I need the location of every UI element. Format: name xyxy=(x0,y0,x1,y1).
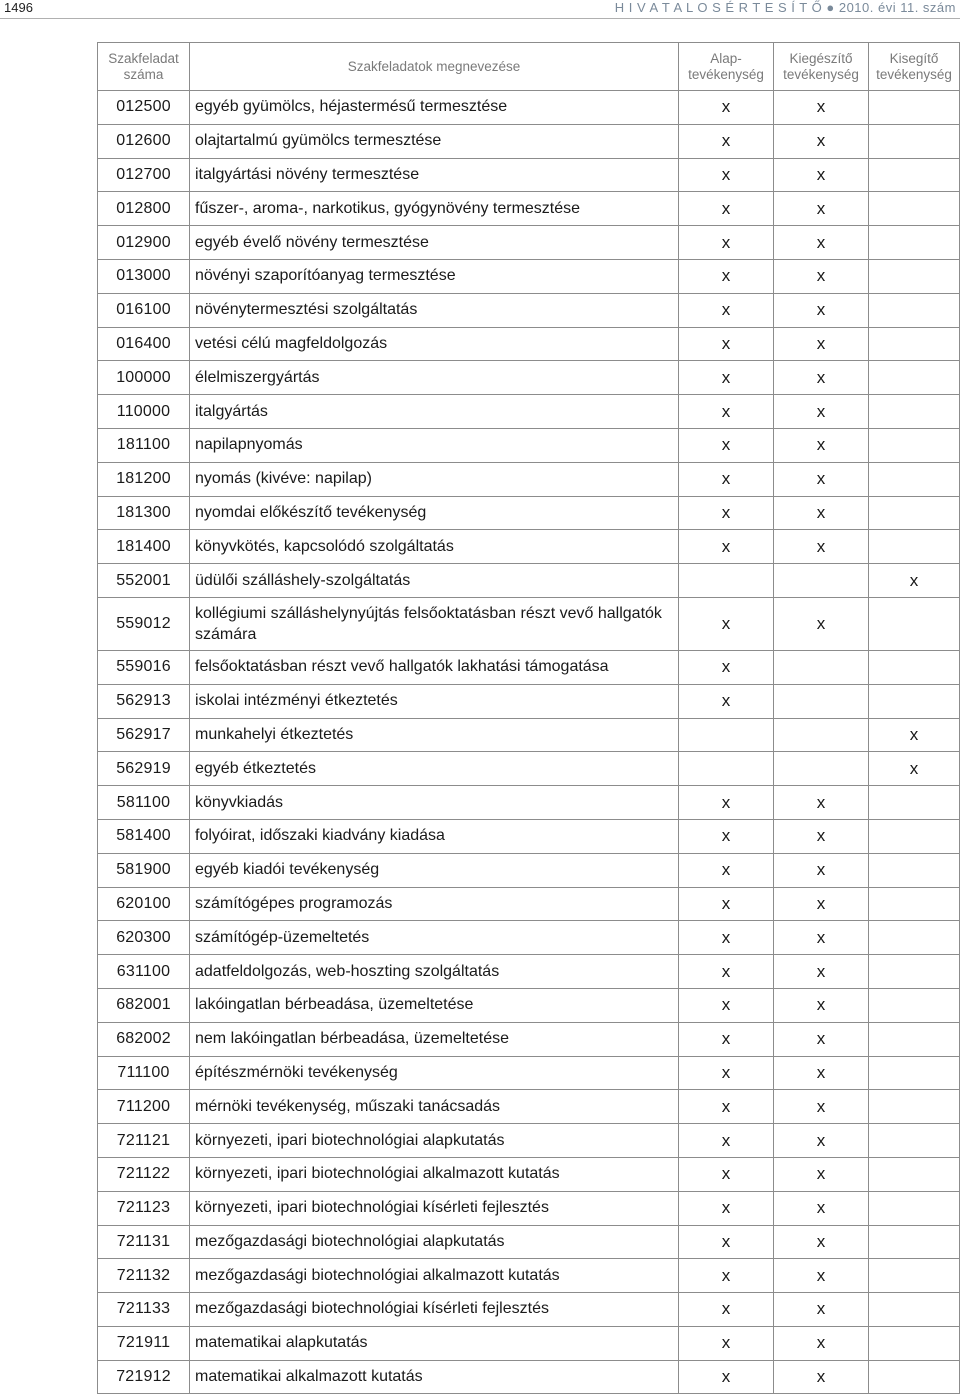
cell-code: 110000 xyxy=(98,395,190,429)
cell-code: 181100 xyxy=(98,428,190,462)
cell-code: 100000 xyxy=(98,361,190,395)
cell-alap: x xyxy=(679,1326,774,1360)
cell-kieg xyxy=(774,752,869,786)
cell-name: növénytermesztési szolgáltatás xyxy=(190,293,679,327)
table-row xyxy=(98,1259,960,1293)
cell-alap xyxy=(679,564,774,598)
cell-alap: x xyxy=(679,955,774,989)
cell-name: számítógépes programozás xyxy=(190,887,679,921)
bullet-icon: ● xyxy=(826,0,835,15)
cell-code: 552001 xyxy=(98,564,190,598)
cell-kieg xyxy=(774,564,869,598)
table-row xyxy=(98,327,960,361)
table-row xyxy=(98,462,960,496)
cell-name: környezeti, ipari biotechnológiai alapkutatás xyxy=(190,1124,679,1158)
table-row xyxy=(98,988,960,1022)
cell-kieg: x xyxy=(774,988,869,1022)
cell-kieg: x xyxy=(774,1225,869,1259)
cell-kis xyxy=(869,91,960,125)
table-row xyxy=(98,1326,960,1360)
journal-header xyxy=(615,0,956,16)
table-row xyxy=(98,650,960,684)
cell-name: környezeti, ipari biotechnológiai alkalmazott kutatás xyxy=(190,1157,679,1191)
cell-kis: x xyxy=(869,718,960,752)
col-header-alap: Alap-tevékenység xyxy=(679,43,774,91)
cell-name: növényi szaporítóanyag termesztése xyxy=(190,259,679,293)
cell-kieg: x xyxy=(774,124,869,158)
cell-kis xyxy=(869,1124,960,1158)
table-row xyxy=(98,259,960,293)
cell-alap: x xyxy=(679,1191,774,1225)
table-row xyxy=(98,1157,960,1191)
cell-code: 711200 xyxy=(98,1090,190,1124)
cell-kieg: x xyxy=(774,786,869,820)
cell-kis xyxy=(869,428,960,462)
cell-code: 620100 xyxy=(98,887,190,921)
cell-name: egyéb étkeztetés xyxy=(190,752,679,786)
table-row xyxy=(98,1124,960,1158)
cell-kis xyxy=(869,819,960,853)
cell-kis xyxy=(869,1360,960,1394)
cell-kis xyxy=(869,124,960,158)
cell-kieg: x xyxy=(774,293,869,327)
cell-name: lakóingatlan bérbeadása, üzemeltetése xyxy=(190,988,679,1022)
cell-alap: x xyxy=(679,428,774,462)
cell-kieg: x xyxy=(774,327,869,361)
cell-code: 012600 xyxy=(98,124,190,158)
cell-code: 559016 xyxy=(98,650,190,684)
cell-name: iskolai intézményi étkeztetés xyxy=(190,684,679,718)
cell-name: vetési célú magfeldolgozás xyxy=(190,327,679,361)
table-row xyxy=(98,496,960,530)
cell-code: 181300 xyxy=(98,496,190,530)
table-row xyxy=(98,955,960,989)
cell-kieg: x xyxy=(774,887,869,921)
cell-code: 562919 xyxy=(98,752,190,786)
table-row xyxy=(98,158,960,192)
cell-name: mezőgazdasági biotechnológiai kísérleti fejlesztés xyxy=(190,1293,679,1327)
cell-kieg: x xyxy=(774,462,869,496)
cell-alap: x xyxy=(679,91,774,125)
cell-name: mérnöki tevékenység, műszaki tanácsadás xyxy=(190,1090,679,1124)
cell-code: 012700 xyxy=(98,158,190,192)
cell-name: nem lakóingatlan bérbeadása, üzemeltetése xyxy=(190,1022,679,1056)
table-row xyxy=(98,921,960,955)
cell-code: 181400 xyxy=(98,530,190,564)
cell-alap: x xyxy=(679,496,774,530)
activity-table xyxy=(97,42,960,1394)
col-header-kis: Kisegítő tevékenység xyxy=(869,43,960,91)
cell-code: 711100 xyxy=(98,1056,190,1090)
cell-name: könyvkötés, kapcsolódó szolgáltatás xyxy=(190,530,679,564)
cell-kis xyxy=(869,1326,960,1360)
cell-kis xyxy=(869,1090,960,1124)
cell-alap: x xyxy=(679,327,774,361)
cell-kis xyxy=(869,1191,960,1225)
cell-alap xyxy=(679,718,774,752)
cell-kis: x xyxy=(869,752,960,786)
cell-name: egyéb évelő növény termesztése xyxy=(190,226,679,260)
table-row xyxy=(98,887,960,921)
cell-kis xyxy=(869,1022,960,1056)
col-header-code: Szakfeladat száma xyxy=(98,43,190,91)
cell-kieg: x xyxy=(774,496,869,530)
cell-alap: x xyxy=(679,1225,774,1259)
cell-alap: x xyxy=(679,361,774,395)
cell-name: mezőgazdasági biotechnológiai alapkutatás xyxy=(190,1225,679,1259)
cell-code: 562917 xyxy=(98,718,190,752)
cell-name: kollégiumi szálláshelynyújtás felsőoktatásban részt vevő hallgatók számára xyxy=(190,597,679,650)
table-row xyxy=(98,91,960,125)
cell-kieg: x xyxy=(774,1293,869,1327)
table-row xyxy=(98,752,960,786)
cell-code: 012800 xyxy=(98,192,190,226)
cell-alap: x xyxy=(679,1157,774,1191)
cell-kieg: x xyxy=(774,1056,869,1090)
running-head xyxy=(0,0,960,18)
cell-alap: x xyxy=(679,887,774,921)
cell-name: matematikai alkalmazott kutatás xyxy=(190,1360,679,1394)
col-header-name: Szakfeladatok megnevezése xyxy=(190,43,679,91)
cell-alap: x xyxy=(679,1056,774,1090)
cell-kieg: x xyxy=(774,597,869,650)
table-row xyxy=(98,853,960,887)
cell-name: mezőgazdasági biotechnológiai alkalmazott kutatás xyxy=(190,1259,679,1293)
table-row xyxy=(98,428,960,462)
table-row xyxy=(98,1090,960,1124)
cell-kis xyxy=(869,1225,960,1259)
cell-code: 016100 xyxy=(98,293,190,327)
cell-name: élelmiszergyártás xyxy=(190,361,679,395)
table-row xyxy=(98,786,960,820)
cell-kis xyxy=(869,226,960,260)
cell-alap: x xyxy=(679,158,774,192)
cell-name: környezeti, ipari biotechnológiai kísérleti fejlesztés xyxy=(190,1191,679,1225)
cell-kis xyxy=(869,259,960,293)
cell-alap: x xyxy=(679,259,774,293)
cell-kieg: x xyxy=(774,1360,869,1394)
table-row xyxy=(98,1056,960,1090)
cell-name: üdülői szálláshely-szolgáltatás xyxy=(190,564,679,598)
table-row xyxy=(98,226,960,260)
table-row xyxy=(98,1022,960,1056)
cell-kieg: x xyxy=(774,259,869,293)
cell-kieg: x xyxy=(774,1124,869,1158)
cell-kis xyxy=(869,1259,960,1293)
cell-kis xyxy=(869,988,960,1022)
cell-code: 682001 xyxy=(98,988,190,1022)
journal-title: H I V A T A L O S É R T E S Í T Ő xyxy=(614,0,823,15)
cell-alap: x xyxy=(679,853,774,887)
cell-name: olajtartalmú gyümölcs termesztése xyxy=(190,124,679,158)
cell-kis xyxy=(869,462,960,496)
cell-name: adatfeldolgozás, web-hoszting szolgáltatás xyxy=(190,955,679,989)
cell-kis xyxy=(869,361,960,395)
cell-name: italgyártás xyxy=(190,395,679,429)
cell-alap: x xyxy=(679,1259,774,1293)
cell-kis xyxy=(869,955,960,989)
cell-kis xyxy=(869,1056,960,1090)
page-number: 1496 xyxy=(4,0,33,15)
cell-alap: x xyxy=(679,684,774,718)
cell-code: 581900 xyxy=(98,853,190,887)
cell-kis xyxy=(869,327,960,361)
cell-name: felsőoktatásban részt vevő hallgatók lakhatási támogatása xyxy=(190,650,679,684)
cell-name: matematikai alapkutatás xyxy=(190,1326,679,1360)
cell-kis xyxy=(869,853,960,887)
cell-name: napilapnyomás xyxy=(190,428,679,462)
cell-code: 721911 xyxy=(98,1326,190,1360)
cell-name: építészmérnöki tevékenység xyxy=(190,1056,679,1090)
cell-code: 016400 xyxy=(98,327,190,361)
cell-alap: x xyxy=(679,1090,774,1124)
table-row xyxy=(98,718,960,752)
cell-name: folyóirat, időszaki kiadvány kiadása xyxy=(190,819,679,853)
cell-kis xyxy=(869,496,960,530)
cell-name: italgyártási növény termesztése xyxy=(190,158,679,192)
cell-kis xyxy=(869,887,960,921)
table-header-row xyxy=(98,43,960,91)
cell-code: 682002 xyxy=(98,1022,190,1056)
cell-kis xyxy=(869,158,960,192)
cell-alap xyxy=(679,752,774,786)
cell-alap: x xyxy=(679,1022,774,1056)
cell-name: munkahelyi étkeztetés xyxy=(190,718,679,752)
cell-alap: x xyxy=(679,1124,774,1158)
table-row xyxy=(98,1225,960,1259)
cell-code: 562913 xyxy=(98,684,190,718)
cell-code: 559012 xyxy=(98,597,190,650)
cell-code: 581400 xyxy=(98,819,190,853)
table-row xyxy=(98,361,960,395)
table-row xyxy=(98,395,960,429)
table-row xyxy=(98,293,960,327)
cell-kieg: x xyxy=(774,428,869,462)
cell-kieg: x xyxy=(774,530,869,564)
table-row xyxy=(98,530,960,564)
cell-alap: x xyxy=(679,530,774,564)
cell-kieg: x xyxy=(774,1259,869,1293)
cell-kis xyxy=(869,1157,960,1191)
cell-kis xyxy=(869,650,960,684)
cell-alap: x xyxy=(679,462,774,496)
cell-code: 721133 xyxy=(98,1293,190,1327)
cell-kieg: x xyxy=(774,955,869,989)
cell-code: 181200 xyxy=(98,462,190,496)
cell-kieg: x xyxy=(774,1157,869,1191)
cell-kis: x xyxy=(869,564,960,598)
cell-code: 721912 xyxy=(98,1360,190,1394)
cell-kieg: x xyxy=(774,226,869,260)
cell-alap: x xyxy=(679,988,774,1022)
cell-kieg: x xyxy=(774,395,869,429)
table-row xyxy=(98,1191,960,1225)
cell-alap: x xyxy=(679,395,774,429)
cell-kis xyxy=(869,192,960,226)
cell-code: 721122 xyxy=(98,1157,190,1191)
cell-kieg: x xyxy=(774,91,869,125)
table-row xyxy=(98,1293,960,1327)
cell-kis xyxy=(869,786,960,820)
cell-alap: x xyxy=(679,192,774,226)
cell-alap: x xyxy=(679,650,774,684)
cell-name: fűszer-, aroma-, narkotikus, gyógynövény termesztése xyxy=(190,192,679,226)
cell-alap: x xyxy=(679,226,774,260)
cell-code: 721132 xyxy=(98,1259,190,1293)
cell-code: 721123 xyxy=(98,1191,190,1225)
cell-code: 620300 xyxy=(98,921,190,955)
cell-alap: x xyxy=(679,1293,774,1327)
table-row xyxy=(98,684,960,718)
cell-alap: x xyxy=(679,786,774,820)
cell-kis xyxy=(869,921,960,955)
cell-code: 013000 xyxy=(98,259,190,293)
cell-kis xyxy=(869,293,960,327)
cell-alap: x xyxy=(679,124,774,158)
cell-code: 012500 xyxy=(98,91,190,125)
cell-name: számítógép-üzemeltetés xyxy=(190,921,679,955)
cell-kieg xyxy=(774,684,869,718)
cell-kieg: x xyxy=(774,1326,869,1360)
cell-kis xyxy=(869,597,960,650)
cell-kieg: x xyxy=(774,1090,869,1124)
header-divider xyxy=(0,18,960,19)
cell-kieg: x xyxy=(774,819,869,853)
table-row xyxy=(98,192,960,226)
cell-kieg: x xyxy=(774,361,869,395)
cell-name: könyvkiadás xyxy=(190,786,679,820)
table-body xyxy=(98,91,960,1394)
table-row xyxy=(98,124,960,158)
cell-kieg xyxy=(774,650,869,684)
table-row xyxy=(98,1360,960,1394)
table-row xyxy=(98,597,960,650)
cell-alap: x xyxy=(679,1360,774,1394)
cell-kis xyxy=(869,530,960,564)
cell-kieg: x xyxy=(774,921,869,955)
cell-code: 581100 xyxy=(98,786,190,820)
cell-alap: x xyxy=(679,819,774,853)
cell-kis xyxy=(869,1293,960,1327)
cell-kieg xyxy=(774,718,869,752)
cell-kis xyxy=(869,395,960,429)
cell-name: nyomdai előkészítő tevékenység xyxy=(190,496,679,530)
cell-kieg: x xyxy=(774,158,869,192)
cell-name: nyomás (kivéve: napilap) xyxy=(190,462,679,496)
cell-kis xyxy=(869,684,960,718)
cell-code: 631100 xyxy=(98,955,190,989)
cell-name: egyéb kiadói tevékenység xyxy=(190,853,679,887)
cell-code: 721131 xyxy=(98,1225,190,1259)
cell-kieg: x xyxy=(774,192,869,226)
issue-label: 2010. évi 11. szám xyxy=(838,0,956,15)
cell-kieg: x xyxy=(774,1191,869,1225)
cell-alap: x xyxy=(679,597,774,650)
col-header-kieg: Kiegészítő tevékenység xyxy=(774,43,869,91)
cell-alap: x xyxy=(679,921,774,955)
table-row xyxy=(98,564,960,598)
cell-code: 012900 xyxy=(98,226,190,260)
table-row xyxy=(98,819,960,853)
cell-alap: x xyxy=(679,293,774,327)
cell-name: egyéb gyümölcs, héjastermésű termesztése xyxy=(190,91,679,125)
cell-kieg: x xyxy=(774,853,869,887)
cell-kieg: x xyxy=(774,1022,869,1056)
cell-code: 721121 xyxy=(98,1124,190,1158)
